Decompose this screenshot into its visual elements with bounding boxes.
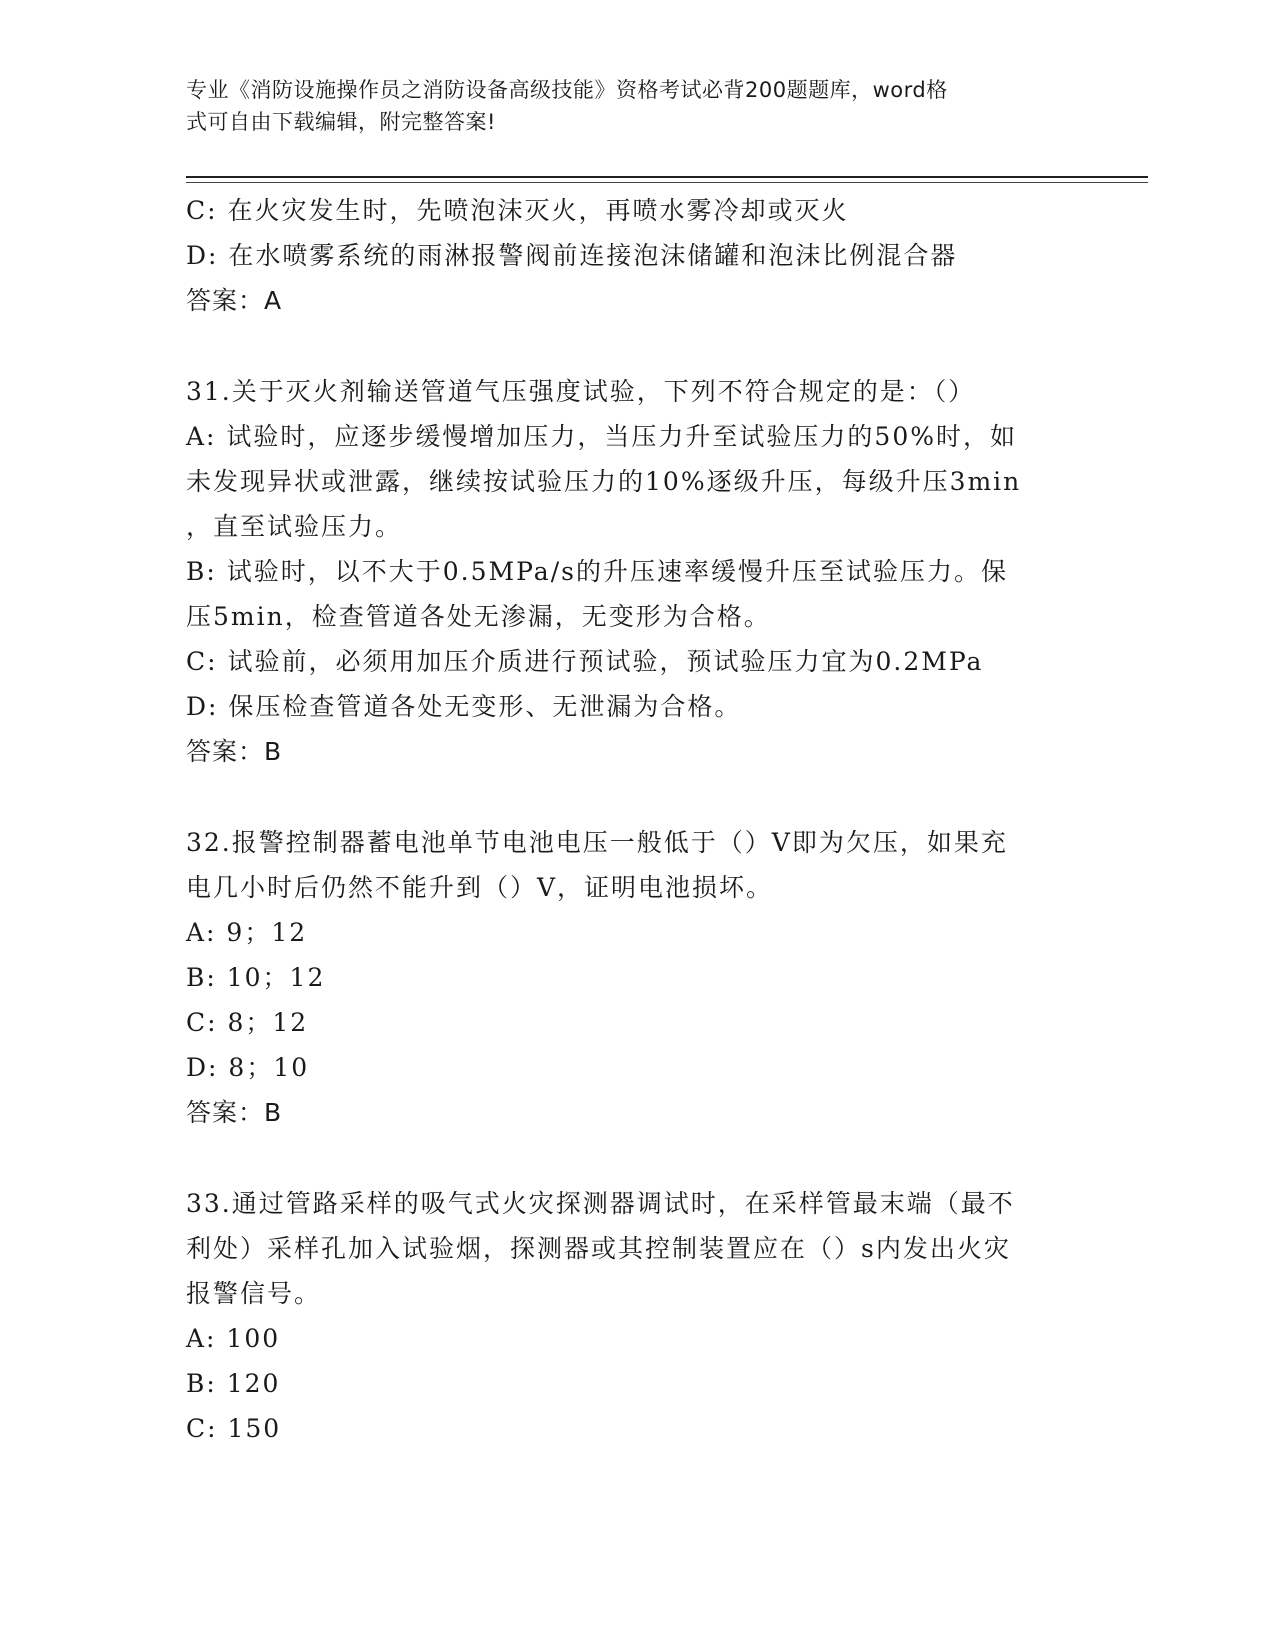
document-body — [186, 188, 1086, 1451]
question-stem: 32.报警控制器蓄电池单节电池电压一般低于（）V即为欠压，如果充 — [186, 828, 1008, 857]
question-33 — [186, 1181, 1086, 1451]
page-header — [186, 74, 1066, 138]
question-32 — [186, 820, 1086, 1135]
option-a-continuation: 未发现异状或泄露，继续按试验压力的10%逐级升压，每级升压3min — [186, 467, 1022, 496]
option-b-continuation: 压5min，检查管道各处无渗漏，无变形为合格。 — [186, 602, 771, 631]
option-b: B: 120 — [186, 1369, 281, 1398]
option-c: C: 在火灾发生时，先喷泡沫灭火，再喷水雾冷却或灭火 — [186, 196, 849, 225]
option-d: D: 保压检查管道各处无变形、无泄漏为合格。 — [186, 692, 742, 721]
option-b: B: 试验时，以不大于0.5MPa/s的升压速率缓慢升压至试验压力。保 — [186, 557, 1008, 586]
question-stem-continuation: 利处）采样孔加入试验烟，探测器或其控制装置应在（）s内发出火灾 — [186, 1234, 1011, 1263]
header-divider-thick — [186, 176, 1148, 178]
question-stem: 33.通过管路采样的吸气式火灾探测器调试时，在采样管最末端（最不 — [186, 1189, 1015, 1218]
header-line-1: 专业《消防设施操作员之消防设备高级技能》资格考试必背200题题库，word格 — [186, 78, 948, 102]
option-d: D: 在水喷雾系统的雨淋报警阀前连接泡沫储罐和泡沫比例混合器 — [186, 241, 958, 270]
question-stem-continuation: 报警信号。 — [186, 1279, 322, 1308]
previous-question-tail — [186, 188, 1086, 323]
question-31 — [186, 369, 1086, 774]
question-stem: 31.关于灭火剂输送管道气压强度试验，下列不符合规定的是：（） — [186, 377, 976, 406]
option-c: C: 150 — [186, 1414, 282, 1443]
option-a-continuation: ，直至试验压力。 — [186, 512, 403, 541]
answer-line: 答案：A — [186, 286, 283, 315]
option-a: A: 试验时，应逐步缓慢增加压力，当压力升至试验压力的50%时，如 — [186, 422, 1017, 451]
answer-line: 答案：B — [186, 1098, 283, 1127]
option-a: A: 100 — [186, 1324, 281, 1353]
option-a: A: 9；12 — [186, 918, 308, 947]
option-c: C: 8；12 — [186, 1008, 309, 1037]
question-stem-continuation: 电几小时后仍然不能升到（）V，证明电池损坏。 — [186, 873, 774, 902]
answer-line: 答案：B — [186, 737, 283, 766]
header-divider-thin — [186, 182, 1148, 183]
option-d: D: 8；10 — [186, 1053, 310, 1082]
header-line-2: 式可自由下载编辑，附完整答案! — [186, 110, 496, 134]
option-c: C: 试验前，必须用加压介质进行预试验，预试验压力宜为0.2MPa — [186, 647, 984, 676]
option-b: B: 10；12 — [186, 963, 326, 992]
